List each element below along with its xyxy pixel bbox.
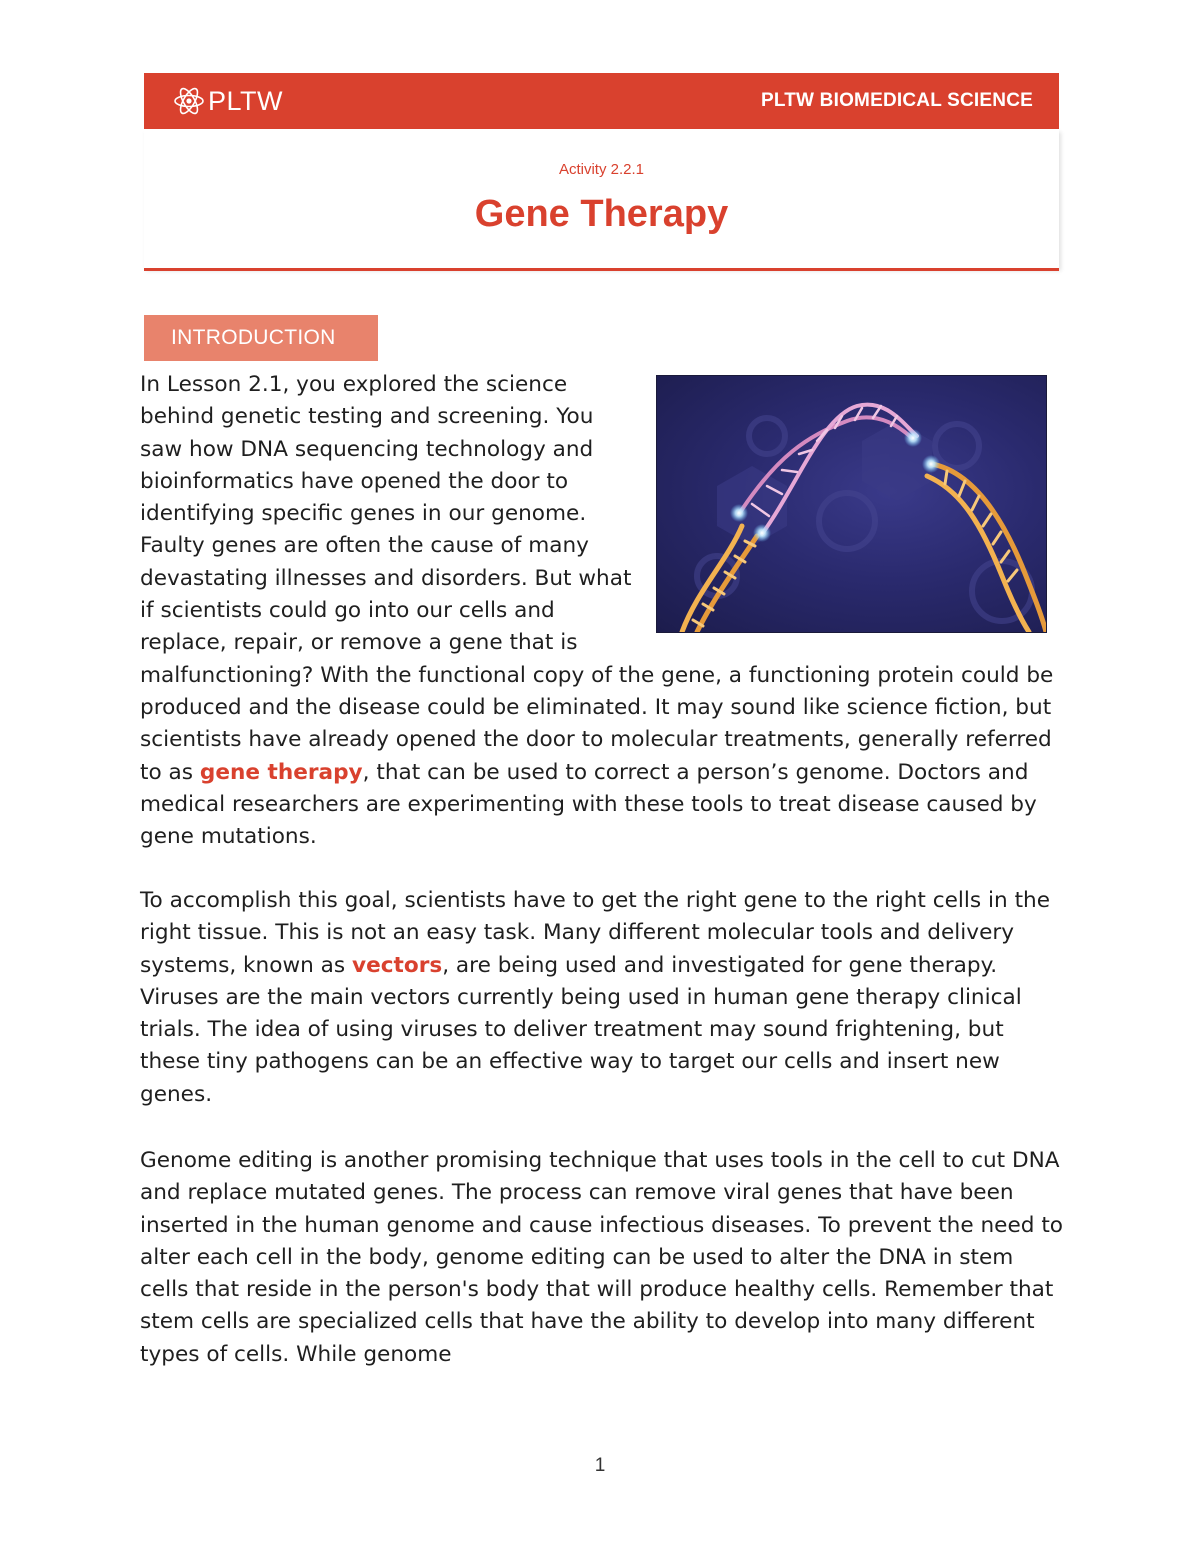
intro-paragraph-1-text-a: In Lesson 2.1, you explored the science behind genetic testing and screening. You saw how DNA sequencing technology and bioinformatics have opened the door to identifying specific genes in our genome. Faulty genes are often the cause of many devastating illnesses and disorders. But what if scientists could go into our cells and replace, repair, or remove a gene that is malfunctioning? With the functional copy of the gene, a functioning protein could be produced and the disease could be eliminated. It may sound like science fiction, but scientists have already opened the door to molecular treatments, generally referred to as [140,372,1054,785]
activity-number: Activity 2.2.1 [558,161,645,178]
figure-wrap-spacer [637,369,1065,639]
title-block [144,129,1059,268]
section-heading-introduction [144,315,378,361]
pltw-logo [172,84,283,118]
key-term-vectors: vectors [352,952,443,978]
intro-paragraph-1 [140,369,1065,853]
intro-paragraph-2-text-b: , are being used and investigated for gene therapy. Viruses are the main vectors currently being used in human gene therapy clinical trials. The idea of using viruses to deliver treatment may sound frightening, but these tiny pathogens can be an effective way to target our cells and insert new genes. [140,952,1022,1107]
program-name: PLTW BIOMEDICAL SCIENCE [760,90,1033,111]
page-number: 1 [594,1455,606,1476]
section-heading-label: INTRODUCTION [171,326,336,349]
atom-icon [172,84,206,118]
header-banner [144,73,1059,129]
intro-paragraph-2 [140,885,1065,1111]
intro-paragraph-3: Genome editing is another promising technique that uses tools in the cell to cut DNA and replace mutated genes. The process can remove viral genes that have been inserted in the human genome and cause infectious diseases. To prevent the need to alter each cell in the body, genome editing can be used to alter the DNA in stem cells that reside in the person's body that will produce healthy cells. Remember that stem cells are specialized cells that have the ability to develop into many different types of cells. While genome [140,1148,1064,1367]
intro-paragraph-2-text-a: To accomplish this goal, scientists have to get the right gene to the right cells in the right tissue. This is not an easy task. Many different molecular tools and delivery systems, known as [140,888,1051,978]
key-term-gene-therapy: gene therapy [199,759,363,785]
intro-paragraph-1-text-b: , that can be used to correct a person’s genome. Doctors and medical researchers are experimenting with these tools to treat disease caused by gene mutations. [140,759,1037,850]
logo-text: PLTW [208,85,283,116]
title-divider [144,268,1059,271]
page-title: Gene Therapy [474,193,729,235]
